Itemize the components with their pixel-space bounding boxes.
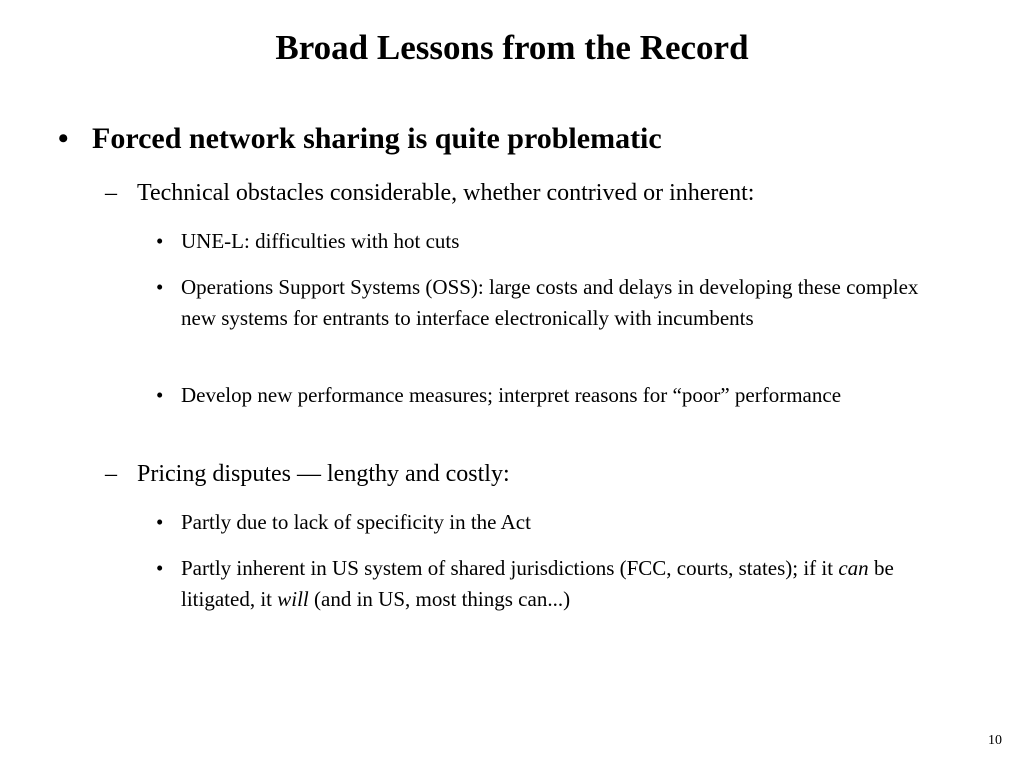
page-number: 10 xyxy=(988,733,1002,748)
sub-bullet-oss xyxy=(156,272,951,334)
sub-bullet-text: Operations Support Systems (OSS): large costs and delays in developing these complex new systems for entrants to interface electronically with incumbents xyxy=(181,275,919,330)
sub-bullet-text-a: Partly inherent in US system of shared jurisdictions (FCC, courts, states); if it xyxy=(181,556,839,580)
section-heading: Technical obstacles considerable, whether contrived or inherent: xyxy=(137,180,755,206)
emphasis-can: can xyxy=(838,556,869,580)
bullet-marker: • xyxy=(156,275,164,299)
sub-bullet-text: UNE-L: difficulties with hot cuts xyxy=(181,229,460,253)
bullet-marker: • xyxy=(156,383,164,407)
main-bullet-text: Forced network sharing is quite problematic xyxy=(92,122,662,155)
bullet-marker: • xyxy=(156,229,164,253)
section-heading: Pricing disputes — lengthy and costly: xyxy=(137,461,510,487)
main-bullet xyxy=(58,120,972,158)
sub-bullet-text: Partly due to lack of specificity in the Act xyxy=(181,510,531,534)
dash-marker: – xyxy=(105,180,117,206)
dash-marker: – xyxy=(105,461,117,487)
bullet-marker: • xyxy=(156,510,164,534)
sub-bullet-text-c: (and in US, most things can...) xyxy=(308,587,571,611)
sub-bullet-text-b: be litigated, it xyxy=(181,556,894,611)
sub-bullet-hot-cuts xyxy=(156,226,951,257)
sub-bullet-specificity xyxy=(156,507,951,538)
slide-title: Broad Lessons from the Record xyxy=(275,28,749,67)
bullet-marker: • xyxy=(156,556,164,580)
section-pricing-disputes xyxy=(105,459,977,489)
sub-bullet-text: Develop new performance measures; interpret reasons for “poor” performance xyxy=(181,383,842,407)
sub-bullet-performance-measures xyxy=(156,380,951,411)
sub-bullet-jurisdictions xyxy=(156,553,951,615)
section-technical-obstacles xyxy=(105,178,977,208)
emphasis-will: will xyxy=(277,587,309,611)
bullet-marker: • xyxy=(58,122,69,155)
